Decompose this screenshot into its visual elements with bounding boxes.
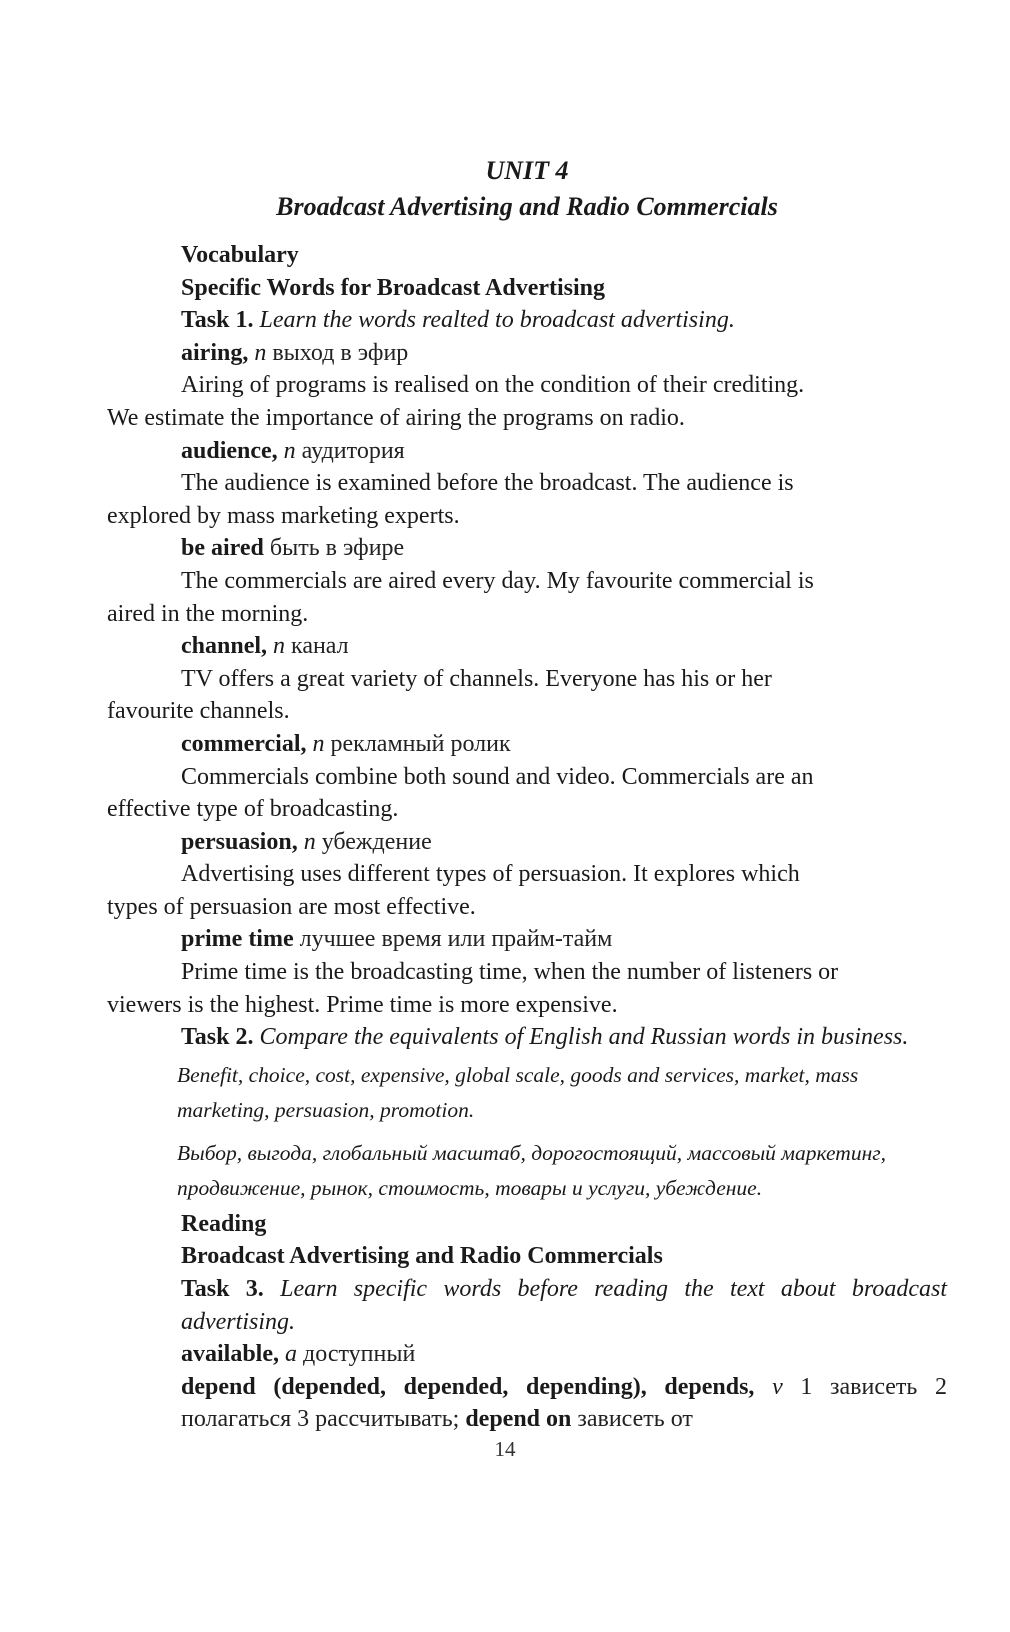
vocab-translation: канал [291,633,349,660]
task-3 [107,1273,947,1338]
vocab-translation: рекламный ролик [330,730,511,757]
vocab-pos: v [772,1373,783,1400]
vocab-translation: аудитория [301,437,405,464]
vocab-pos: a [285,1341,298,1368]
task-2-instruction: Compare the equivalents of English and Russian words in business. [259,1024,909,1051]
task-3-label: Task 3. [181,1276,264,1303]
vocab-pos: n [303,828,316,855]
vocab-translation: доступный [303,1341,416,1368]
vocab-word: airing, [181,339,249,366]
vocab-example-continued: favourite channels. [107,698,290,725]
vocab-pos: n [254,339,267,366]
vocab-translation: лучшее время или прайм-тайм [299,926,613,953]
reading-heading: Reading [181,1210,267,1237]
vocab-translation: убеждение [321,828,432,855]
vocab-phrase-translation: зависеть от [577,1406,693,1433]
vocab-entry-depend [107,1371,947,1436]
vocab-word: be aired [181,535,264,562]
vocab-translation: 1 зависеть 2 полагаться 3 рассчитывать; [181,1373,948,1433]
vocab-pos: n [273,633,286,660]
vocab-pos: n [283,437,296,464]
vocab-entry [107,728,947,761]
vocab-example: Commercials combine both sound and video. Commercials are an [181,763,814,790]
vocab-word: depend (depended, depended, depending), depends, [181,1373,755,1400]
vocab-example-continued: aired in the morning. [107,600,309,627]
task-2-label: Task 2. [181,1024,254,1051]
vocab-example-continued: We estimate the importance of airing the programs on radio. [107,404,685,431]
vocabulary-heading: Vocabulary [181,242,299,268]
vocab-entry [107,435,947,468]
unit-heading: UNIT 4 [485,156,569,185]
vocab-word: channel, [181,633,268,660]
vocab-word: audience, [181,437,278,464]
vocab-word: commercial, [181,730,307,757]
vocab-example: Advertising uses different types of persuasion. It explores which [181,861,800,888]
vocab-entry-available [107,1338,947,1371]
vocab-entry [107,630,947,663]
task-2 [107,1021,947,1054]
vocab-example-continued: types of persuasion are most effective. [107,893,476,920]
vocab-example: Airing of programs is realised on the condition of their crediting. [181,372,805,399]
vocab-entry [107,923,947,956]
vocab-translation: выход в эфир [272,339,409,366]
vocab-pos: n [312,730,325,757]
vocab-phrase: depend on [465,1406,572,1433]
vocab-entry [107,826,947,859]
unit-title: Broadcast Advertising and Radio Commercials [276,192,778,221]
vocab-example: Prime time is the broadcasting time, when the number of listeners or [181,959,839,986]
task-3-instruction: Learn specific words before reading the text about broadcast advertising. [181,1276,947,1335]
task-2-russian-words: Выбор, выгода, глобальный масштаб, дорогостоящий, массовый маркетинг, продвижение, рынок, стоимость, товары и услуги, убеждение. [177,1140,886,1200]
reading-subheading: Broadcast Advertising and Radio Commercials [181,1243,663,1270]
task-1-label: Task 1. [181,307,254,334]
vocab-word: available, [181,1341,280,1368]
vocab-word: persuasion, [181,828,298,855]
vocab-example-continued: viewers is the highest. Prime time is more expensive. [107,991,618,1018]
vocab-example: TV offers a great variety of channels. Everyone has his or her [181,665,772,692]
task-1-instruction: Learn the words realted to broadcast advertising. [259,307,735,334]
page-body [107,239,947,1436]
vocab-example: The audience is examined before the broadcast. The audience is [181,470,794,497]
vocab-entry [107,532,947,565]
vocab-entry [107,337,947,370]
page-number: 14 [494,1437,516,1461]
vocab-example-continued: explored by mass marketing experts. [107,502,460,529]
task-1 [107,304,947,337]
vocab-word: prime time [181,926,294,953]
vocab-example: The commercials are aired every day. My favourite commercial is [181,567,814,594]
vocab-translation: быть в эфире [269,535,405,562]
task-2-english-words: Benefit, choice, cost, expensive, global scale, goods and services, market, mass marketing, persuasion, promotion. [177,1062,859,1122]
vocab-example-continued: effective type of broadcasting. [107,796,399,823]
vocabulary-subheading: Specific Words for Broadcast Advertising [181,274,606,301]
